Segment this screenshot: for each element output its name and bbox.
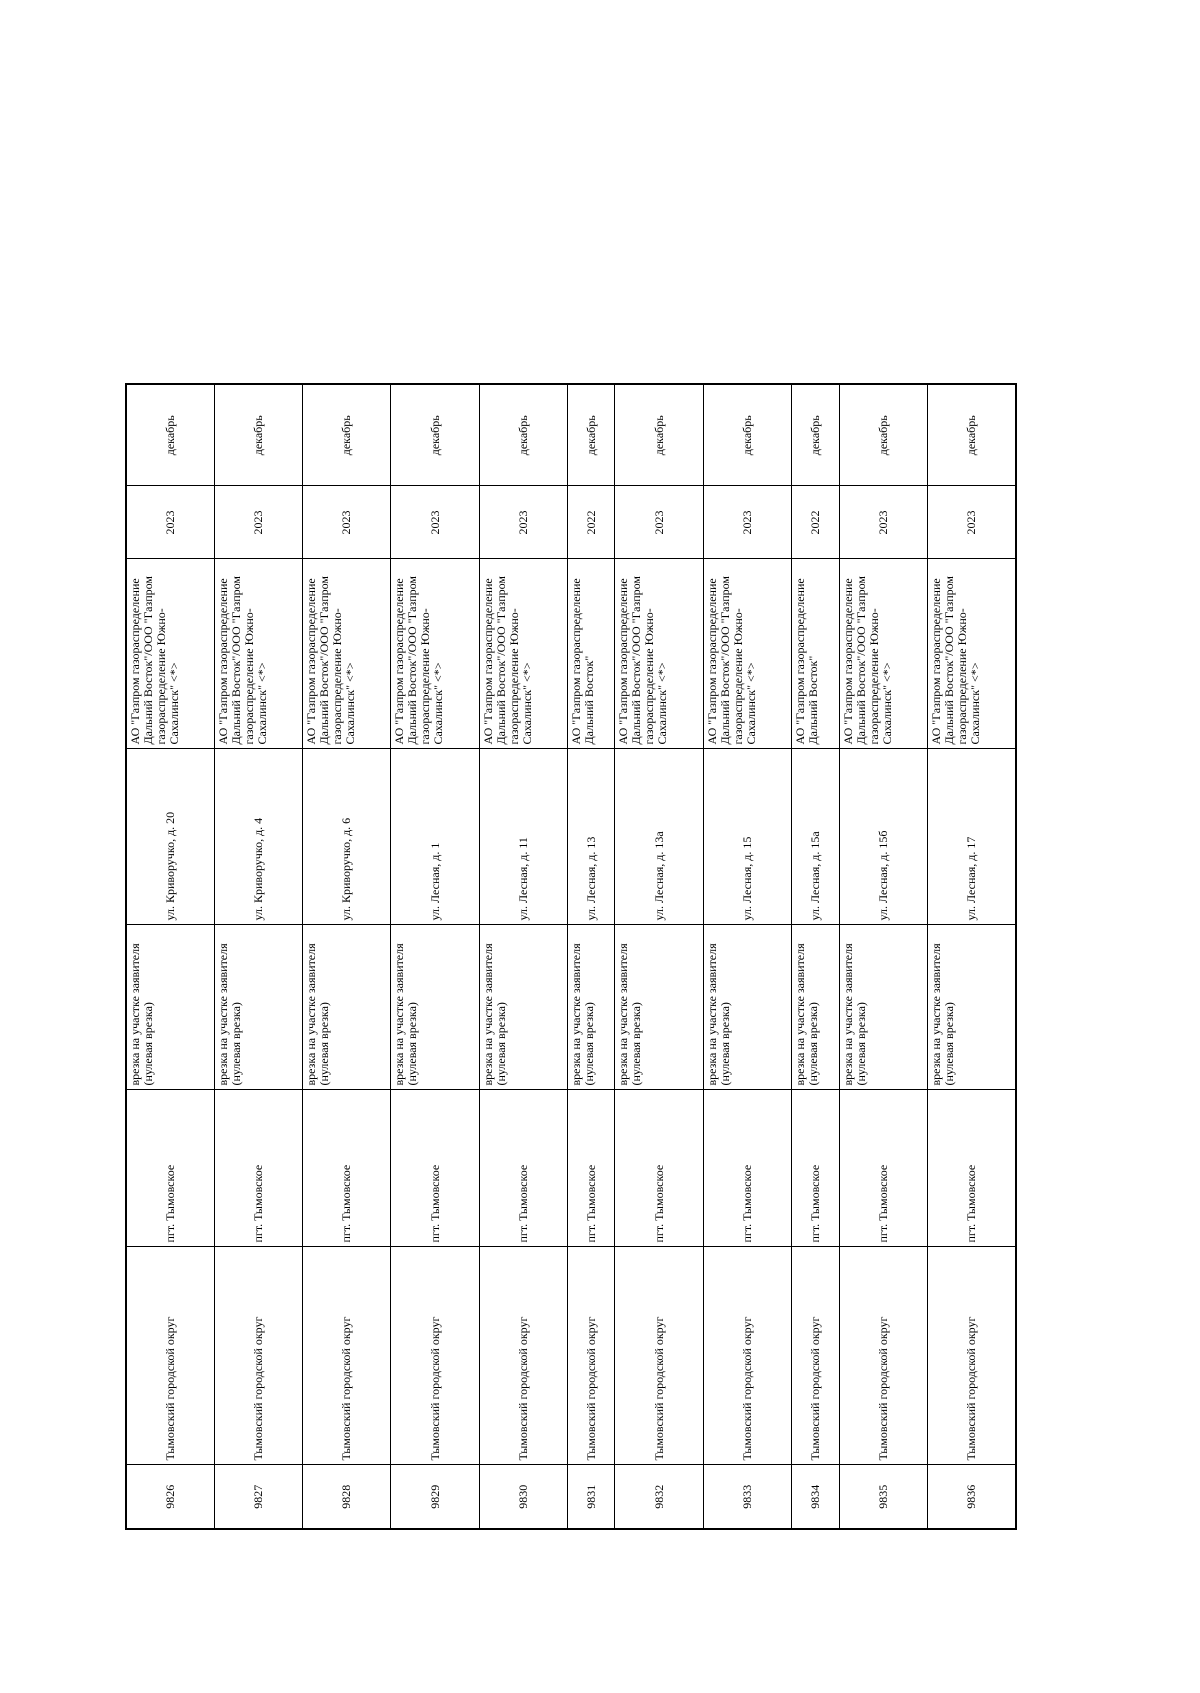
locality-cell: пгт. Тымовское: [303, 1090, 391, 1247]
year-cell: 2022: [791, 486, 839, 559]
table-row: [126, 384, 215, 1529]
year-cell: 2023: [215, 486, 303, 559]
address-cell: ул. Лесная, д. 17: [927, 749, 1016, 925]
row-number-cell: 9830: [479, 1465, 567, 1529]
organization-cell: АО "Газпром газораспределение Дальний Восток": [567, 559, 615, 749]
row-number-cell: 9826: [126, 1465, 215, 1529]
locality-cell: пгт. Тымовское: [479, 1090, 567, 1247]
organization-cell: АО "Газпром газораспределение Дальний Восток"/ООО "Газпром газораспределение Южно-Сахалинск" <*>: [126, 559, 215, 749]
address-cell: ул. Лесная, д. 11: [479, 749, 567, 925]
organization-cell: АО "Газпром газораспределение Дальний Восток"/ООО "Газпром газораспределение Южно-Сахалинск" <*>: [839, 559, 927, 749]
organization-cell: АО "Газпром газораспределение Дальний Восток"/ООО "Газпром газораспределение Южно-Сахалинск" <*>: [615, 559, 703, 749]
district-cell: Тымовский городской округ: [791, 1247, 839, 1465]
table-row: [703, 384, 791, 1529]
table-body: [126, 384, 1016, 1529]
organization-cell: АО "Газпром газораспределение Дальний Восток"/ООО "Газпром газораспределение Южно-Сахалинск" <*>: [391, 559, 479, 749]
connection-type-cell: врезка на участке заявителя (нулевая врезка): [126, 925, 215, 1090]
connection-type-cell: врезка на участке заявителя (нулевая врезка): [927, 925, 1016, 1090]
month-cell: декабрь: [126, 384, 215, 486]
locality-cell: пгт. Тымовское: [215, 1090, 303, 1247]
table-row: [927, 384, 1016, 1529]
address-cell: ул. Криворучко, д. 20: [126, 749, 215, 925]
district-cell: Тымовский городской округ: [479, 1247, 567, 1465]
year-cell: 2023: [126, 486, 215, 559]
year-cell: 2023: [391, 486, 479, 559]
district-cell: Тымовский городской округ: [567, 1247, 615, 1465]
organization-cell: АО "Газпром газораспределение Дальний Восток"/ООО "Газпром газораспределение Южно-Сахалинск" <*>: [703, 559, 791, 749]
connection-type-cell: врезка на участке заявителя (нулевая врезка): [791, 925, 839, 1090]
row-number-cell: 9828: [303, 1465, 391, 1529]
month-cell: декабрь: [567, 384, 615, 486]
month-cell: декабрь: [703, 384, 791, 486]
connection-type-cell: врезка на участке заявителя (нулевая врезка): [391, 925, 479, 1090]
month-cell: декабрь: [303, 384, 391, 486]
table-row: [391, 384, 479, 1529]
address-cell: ул. Криворучко, д. 6: [303, 749, 391, 925]
address-cell: ул. Лесная, д. 15а: [791, 749, 839, 925]
year-cell: 2023: [927, 486, 1016, 559]
row-number-cell: 9835: [839, 1465, 927, 1529]
organization-cell: АО "Газпром газораспределение Дальний Восток": [791, 559, 839, 749]
district-cell: Тымовский городской округ: [303, 1247, 391, 1465]
organization-cell: АО "Газпром газораспределение Дальний Восток"/ООО "Газпром газораспределение Южно-Сахалинск" <*>: [479, 559, 567, 749]
row-number-cell: 9832: [615, 1465, 703, 1529]
year-cell: 2023: [839, 486, 927, 559]
table-row: [567, 384, 615, 1529]
district-cell: Тымовский городской округ: [615, 1247, 703, 1465]
district-cell: Тымовский городской округ: [391, 1247, 479, 1465]
table-row: [303, 384, 391, 1529]
address-cell: ул. Криворучко, д. 4: [215, 749, 303, 925]
address-cell: ул. Лесная, д. 13: [567, 749, 615, 925]
month-cell: декабрь: [791, 384, 839, 486]
district-cell: Тымовский городской округ: [839, 1247, 927, 1465]
row-number-cell: 9827: [215, 1465, 303, 1529]
district-cell: Тымовский городской округ: [126, 1247, 215, 1465]
address-cell: ул. Лесная, д. 1: [391, 749, 479, 925]
year-cell: 2023: [479, 486, 567, 559]
district-cell: Тымовский городской округ: [927, 1247, 1016, 1465]
row-number-cell: 9831: [567, 1465, 615, 1529]
year-cell: 2023: [303, 486, 391, 559]
row-number-cell: 9834: [791, 1465, 839, 1529]
row-number-cell: 9836: [927, 1465, 1016, 1529]
district-cell: Тымовский городской округ: [215, 1247, 303, 1465]
organization-cell: АО "Газпром газораспределение Дальний Восток"/ООО "Газпром газораспределение Южно-Сахалинск" <*>: [927, 559, 1016, 749]
month-cell: декабрь: [391, 384, 479, 486]
row-number-cell: 9829: [391, 1465, 479, 1529]
organization-cell: АО "Газпром газораспределение Дальний Восток"/ООО "Газпром газораспределение Южно-Сахалинск" <*>: [303, 559, 391, 749]
year-cell: 2023: [615, 486, 703, 559]
connection-type-cell: врезка на участке заявителя (нулевая врезка): [839, 925, 927, 1090]
table-row: [839, 384, 927, 1529]
locality-cell: пгт. Тымовское: [391, 1090, 479, 1247]
month-cell: декабрь: [615, 384, 703, 486]
district-cell: Тымовский городской округ: [703, 1247, 791, 1465]
connection-type-cell: врезка на участке заявителя (нулевая врезка): [215, 925, 303, 1090]
address-cell: ул. Лесная, д. 15: [703, 749, 791, 925]
month-cell: декабрь: [927, 384, 1016, 486]
locality-cell: пгт. Тымовское: [567, 1090, 615, 1247]
locality-cell: пгт. Тымовское: [126, 1090, 215, 1247]
row-number-cell: 9833: [703, 1465, 791, 1529]
organization-cell: АО "Газпром газораспределение Дальний Восток"/ООО "Газпром газораспределение Южно-Сахалинск" <*>: [215, 559, 303, 749]
table-row: [215, 384, 303, 1529]
connection-type-cell: врезка на участке заявителя (нулевая врезка): [479, 925, 567, 1090]
address-cell: ул. Лесная, д. 13а: [615, 749, 703, 925]
locality-cell: пгт. Тымовское: [615, 1090, 703, 1247]
locality-cell: пгт. Тымовское: [703, 1090, 791, 1247]
gas-connection-schedule-table: [125, 383, 1017, 1530]
rotated-table-container: [125, 385, 1017, 1530]
table-row: [791, 384, 839, 1529]
locality-cell: пгт. Тымовское: [927, 1090, 1016, 1247]
locality-cell: пгт. Тымовское: [839, 1090, 927, 1247]
month-cell: декабрь: [215, 384, 303, 486]
month-cell: декабрь: [479, 384, 567, 486]
connection-type-cell: врезка на участке заявителя (нулевая врезка): [703, 925, 791, 1090]
table-row: [479, 384, 567, 1529]
year-cell: 2022: [567, 486, 615, 559]
connection-type-cell: врезка на участке заявителя (нулевая врезка): [615, 925, 703, 1090]
connection-type-cell: врезка на участке заявителя (нулевая врезка): [303, 925, 391, 1090]
table-row: [615, 384, 703, 1529]
address-cell: ул. Лесная, д. 15б: [839, 749, 927, 925]
year-cell: 2023: [703, 486, 791, 559]
connection-type-cell: врезка на участке заявителя (нулевая врезка): [567, 925, 615, 1090]
locality-cell: пгт. Тымовское: [791, 1090, 839, 1247]
month-cell: декабрь: [839, 384, 927, 486]
